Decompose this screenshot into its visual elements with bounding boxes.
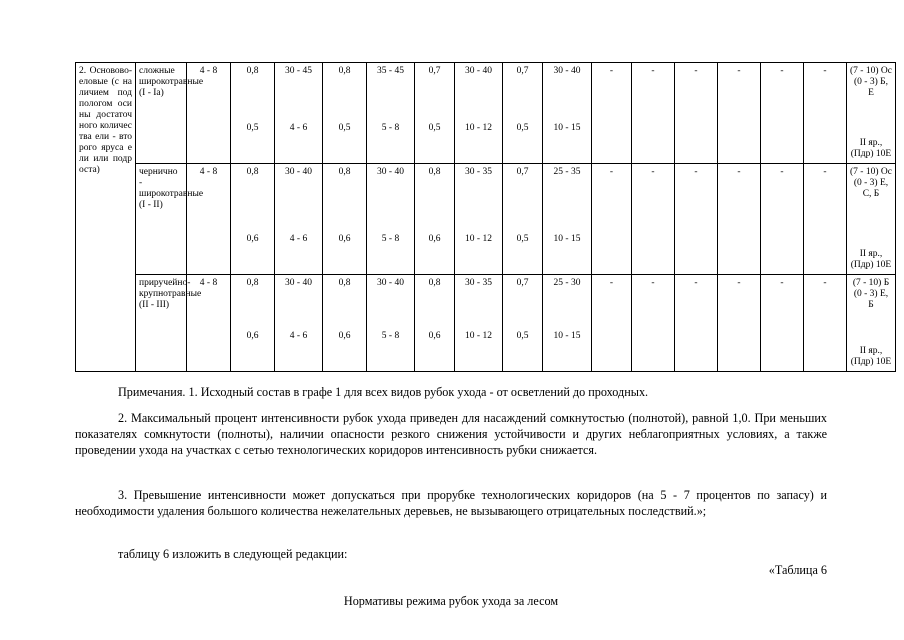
dash-cell: - xyxy=(761,63,804,164)
value-cell xyxy=(543,275,592,372)
dash-cell: - xyxy=(632,63,675,164)
value-bottom: 10 - 12 xyxy=(465,331,492,341)
value-bottom: 5 - 8 xyxy=(381,234,400,244)
value-cell xyxy=(275,63,323,164)
value-bottom: 0,6 xyxy=(246,234,259,244)
value-cell xyxy=(367,164,415,275)
value-bottom: 10 - 12 xyxy=(465,123,492,133)
value-top: 30 - 40 xyxy=(285,167,312,177)
value-top: 0,8 xyxy=(338,66,351,76)
value-cell xyxy=(503,164,543,275)
dash-cell: - xyxy=(592,63,632,164)
composition-bottom: II яр., (Пдр) 10Е xyxy=(850,346,892,367)
value-bottom: 0,5 xyxy=(516,123,529,133)
value-bottom: 0,5 xyxy=(516,234,529,244)
table-label: «Таблица 6 xyxy=(768,563,827,577)
composition-top: (7 - 10) Ос (0 - 3) Е, С, Б xyxy=(850,167,892,199)
value-cell xyxy=(503,63,543,164)
composition-bottom: II яр., (Пдр) 10Е xyxy=(850,138,892,159)
composition-top: (7 - 10) Б (0 - 3) Е, Б xyxy=(852,278,890,310)
value-top: 30 - 40 xyxy=(285,278,312,288)
value-top: 0,7 xyxy=(516,167,529,177)
value-cell xyxy=(543,164,592,275)
dash-cell: - xyxy=(804,63,847,164)
value-cell xyxy=(275,275,323,372)
value-cell xyxy=(323,275,367,372)
dash-cell: - xyxy=(592,164,632,275)
dash-cell: - xyxy=(718,63,761,164)
value-bottom: 4 - 6 xyxy=(289,123,308,133)
forest-type-cell: чернично - широкотравные (I - II) xyxy=(136,164,187,275)
table-row xyxy=(76,164,896,275)
value-top: 35 - 45 xyxy=(377,66,404,76)
table-row xyxy=(76,63,896,164)
value-top: 30 - 45 xyxy=(285,66,312,76)
forest-type-cell: сложные широкотравные (I - Ia) xyxy=(136,63,187,164)
dash-cell: - xyxy=(804,275,847,372)
value-top: 25 - 35 xyxy=(553,167,581,177)
value-cell xyxy=(503,275,543,372)
value-cell xyxy=(323,63,367,164)
value-cell xyxy=(543,63,592,164)
value-bottom: 0,6 xyxy=(428,234,441,244)
table-title: Нормативы режима рубок ухода за лесом xyxy=(343,594,559,608)
value-bottom: 4 - 6 xyxy=(289,331,308,341)
value-cell xyxy=(231,164,275,275)
value-bottom: 0,6 xyxy=(338,234,351,244)
value-top: 0,7 xyxy=(516,278,529,288)
value-top: 30 - 40 xyxy=(553,66,581,76)
composition-cell xyxy=(847,63,896,164)
value-cell xyxy=(455,275,503,372)
dash-cell: - xyxy=(718,275,761,372)
value-bottom: 0,5 xyxy=(246,123,259,133)
age-cell: 4 - 8 xyxy=(187,63,231,164)
dash-cell: - xyxy=(632,275,675,372)
value-bottom: 10 - 15 xyxy=(553,234,581,244)
note-2: 2. Максимальный процент интенсивности рубок ухода приведен для насаждений сомкнутостью (полнотой), равной 1,0. При меньших показателях сомкнутости (полноты), наличии опасности резкого снижения устойчивости и других неблагоприятных условиях, а также проведении ухода на участках с сетью технологических коридоров интенсивность рубки снижается. xyxy=(75,411,827,457)
value-top: 30 - 35 xyxy=(465,278,492,288)
group-label-cell: 2. Основово-еловые (с наличием под пологом осины достаточного количества ели - второго яруса ели или подроста) xyxy=(76,63,136,372)
value-top: 0,8 xyxy=(246,66,259,76)
value-top: 0,8 xyxy=(428,278,441,288)
dash-cell: - xyxy=(675,275,718,372)
value-top: 0,8 xyxy=(246,278,259,288)
value-cell xyxy=(323,164,367,275)
value-cell xyxy=(231,63,275,164)
value-bottom: 0,6 xyxy=(246,331,259,341)
value-top: 30 - 35 xyxy=(465,167,492,177)
dash-cell: - xyxy=(804,164,847,275)
value-cell xyxy=(415,275,455,372)
value-top: 30 - 40 xyxy=(377,167,404,177)
note-3: 3. Превышение интенсивности может допускаться при прорубке технологических коридоров (на 5 - 7 процентов по запасу) и необходимости удаления большого количества нежелательных деревьев, не вызывающего отрицательных последствий.»; xyxy=(75,488,827,518)
value-bottom: 0,6 xyxy=(428,331,441,341)
value-cell xyxy=(415,164,455,275)
value-top: 25 - 30 xyxy=(553,278,581,288)
value-top: 0,8 xyxy=(246,167,259,177)
dash-cell: - xyxy=(761,164,804,275)
value-top: 30 - 40 xyxy=(377,278,404,288)
instruction-text: таблицу 6 изложить в следующей редакции: xyxy=(118,547,348,561)
composition-bottom: II яр., (Пдр) 10Е xyxy=(850,249,892,270)
value-bottom: 0,6 xyxy=(338,331,351,341)
dash-cell: - xyxy=(632,164,675,275)
value-cell xyxy=(367,63,415,164)
value-bottom: 10 - 15 xyxy=(553,331,581,341)
value-top: 0,7 xyxy=(516,66,529,76)
note-1: Примечания. 1. Исходный состав в графе 1 для всех видов рубок ухода - от осветлений до проходных. xyxy=(118,385,649,399)
value-top: 0,7 xyxy=(428,66,441,76)
value-top: 0,8 xyxy=(338,167,351,177)
dash-cell: - xyxy=(592,275,632,372)
value-bottom: 5 - 8 xyxy=(381,123,400,133)
age-cell: 4 - 8 xyxy=(187,275,231,372)
age-cell: 4 - 8 xyxy=(187,164,231,275)
value-top: 30 - 40 xyxy=(465,66,492,76)
forest-type-cell: приручейно-крупнотравные (II - III) xyxy=(136,275,187,372)
value-bottom: 0,5 xyxy=(516,331,529,341)
composition-cell xyxy=(847,275,896,372)
value-cell xyxy=(455,63,503,164)
value-cell xyxy=(415,63,455,164)
value-bottom: 10 - 12 xyxy=(465,234,492,244)
dash-cell: - xyxy=(761,275,804,372)
value-top: 0,8 xyxy=(338,278,351,288)
table-row xyxy=(76,275,896,372)
value-cell xyxy=(231,275,275,372)
value-top: 0,8 xyxy=(428,167,441,177)
value-bottom: 4 - 6 xyxy=(289,234,308,244)
value-cell xyxy=(367,275,415,372)
norms-table xyxy=(75,62,896,372)
dash-cell: - xyxy=(675,63,718,164)
value-bottom: 0,5 xyxy=(428,123,441,133)
dash-cell: - xyxy=(675,164,718,275)
value-bottom: 10 - 15 xyxy=(553,123,581,133)
value-cell xyxy=(275,164,323,275)
value-bottom: 0,5 xyxy=(338,123,351,133)
dash-cell: - xyxy=(718,164,761,275)
composition-cell xyxy=(847,164,896,275)
composition-top: (7 - 10) Ос (0 - 3) Б, Е xyxy=(850,66,892,98)
value-bottom: 5 - 8 xyxy=(381,331,400,341)
value-cell xyxy=(455,164,503,275)
